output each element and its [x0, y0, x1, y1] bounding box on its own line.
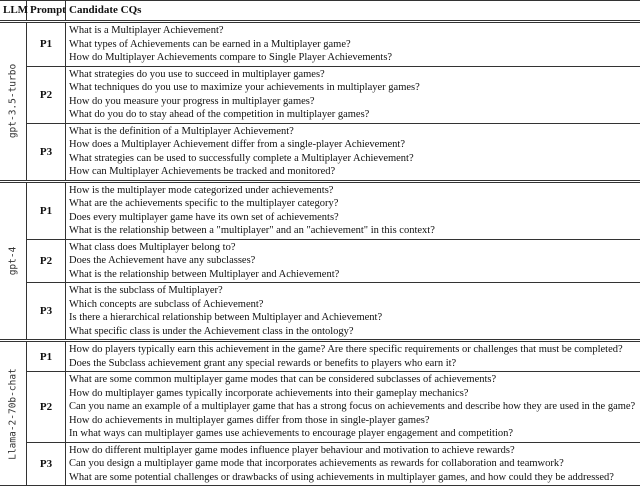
header-prompt: Prompt	[27, 1, 66, 20]
candidate-question: What specific class is under the Achievement class in the ontology?	[69, 325, 354, 337]
candidate-question: Does every multiplayer game have its own set of achievements?	[69, 211, 339, 223]
prompt-label: P3	[27, 124, 66, 180]
candidate-question: How can Multiplayer Achievements be tracked and monitored?	[69, 166, 336, 177]
header-candidate-cqs: Candidate CQs	[69, 4, 142, 16]
prompt-rows	[27, 342, 640, 485]
candidate-question: How do different multiplayer game modes influence player behaviour and motivation to achieve rewards?	[69, 444, 515, 456]
llm-cell	[0, 342, 27, 485]
candidate-question: What is the relationship between Multiplayer and Achievement?	[69, 268, 340, 280]
candidate-question: In what ways can multiplayer games use achievements to encourage player engagement and competition?	[69, 428, 514, 439]
header-llm: LLM	[0, 1, 27, 20]
prompt-label: P2	[27, 240, 66, 283]
llm-name: gpt-4	[7, 246, 19, 276]
table-row	[27, 183, 640, 239]
question-list	[66, 372, 640, 442]
prompt-label: P3	[27, 283, 66, 339]
candidate-question: What are some potential challenges or drawbacks of using achievements in multiplayer games, and how could they be addressed?	[69, 471, 614, 483]
candidate-question: What techniques do you use to maximize your achievements in multiplayer games?	[69, 82, 420, 93]
candidate-question: What are some common multiplayer game modes that can be considered subclasses of achievements?	[69, 374, 497, 385]
question-list	[66, 183, 640, 239]
candidate-question: What is the relationship between a "multiplayer" and an "achievement" in this context?	[69, 225, 435, 236]
table-row	[27, 342, 640, 371]
question-list	[66, 283, 640, 339]
prompt-rows	[27, 183, 640, 340]
question-list	[66, 67, 640, 123]
candidate-question: What is the subclass of Multiplayer?	[69, 285, 223, 296]
candidate-question: How do achievements in multiplayer games differ from those in single-player games?	[69, 414, 430, 426]
table-row	[27, 371, 640, 442]
candidate-question: How is the multiplayer mode categorized under achievements?	[69, 184, 334, 196]
candidate-question: What class does Multiplayer belong to?	[69, 241, 236, 253]
candidate-question: Is there a hierarchical relationship between Multiplayer and Achievement?	[69, 312, 383, 323]
table-row	[27, 66, 640, 123]
llm-group	[0, 342, 640, 485]
candidate-question: How do you measure your progress in multiplayer games?	[69, 95, 315, 107]
candidate-question: Can you name an example of a multiplayer game that has a strong focus on achievements and describe how they are used in the game?	[69, 401, 636, 412]
candidate-question: Does the Subclass achievement grant any special rewards or benefits to players who earn it?	[69, 357, 457, 369]
table-row	[27, 282, 640, 339]
table-body	[0, 20, 640, 485]
candidate-question: Which concepts are subclass of Achievement?	[69, 298, 264, 310]
candidate-question: Can you design a multiplayer game mode that incorporates achievements as rewards for collaboration and teamwork?	[69, 458, 564, 469]
llm-cell	[0, 183, 27, 340]
question-list	[66, 23, 640, 66]
llm-name: Llama-2-70b-chat	[7, 367, 19, 460]
question-list	[66, 342, 640, 371]
prompt-label: P1	[27, 342, 66, 371]
candidate-question: What types of Achievements can be earned in a Multiplayer game?	[69, 38, 351, 50]
llm-name: gpt-3.5-turbo	[7, 64, 19, 139]
prompt-label: P1	[27, 183, 66, 239]
prompt-label: P2	[27, 67, 66, 123]
candidate-question: What is the definition of a Multiplayer Achievement?	[69, 125, 294, 137]
question-list	[66, 124, 640, 180]
candidate-question: What are the achievements specific to the multiplayer category?	[69, 198, 339, 209]
table-row	[27, 442, 640, 486]
prompt-rows	[27, 23, 640, 180]
candidate-question: What is a Multiplayer Achievement?	[69, 25, 224, 36]
candidate-question: How do players typically earn this achievement in the game? Are there specific requirements or challenges that must be completed?	[69, 344, 623, 355]
candidate-question: What do you do to stay ahead of the competition in multiplayer games?	[69, 109, 370, 120]
candidate-question: How does a Multiplayer Achievement differ from a single-player Achievement?	[69, 139, 405, 150]
candidate-question: How do multiplayer games typically incorporate achievements into their gameplay mechanics?	[69, 387, 469, 399]
table-header	[0, 1, 640, 20]
llm-group	[0, 23, 640, 180]
candidate-question: Does the Achievement have any subclasses?	[69, 255, 256, 266]
table-row	[27, 23, 640, 66]
table-row	[27, 123, 640, 180]
prompt-label: P1	[27, 23, 66, 66]
question-list	[66, 240, 640, 283]
candidate-question: How do Multiplayer Achievements compare to Single Player Achievements?	[69, 52, 393, 63]
candidate-question: What strategies do you use to succeed in multiplayer games?	[69, 68, 325, 80]
table-row	[27, 239, 640, 283]
prompt-label: P2	[27, 372, 66, 442]
llm-group	[0, 183, 640, 340]
llm-cell	[0, 23, 27, 180]
question-list	[66, 443, 640, 486]
prompt-label: P3	[27, 443, 66, 486]
candidate-question: What strategies can be used to successfully complete a Multiplayer Achievement?	[69, 152, 414, 164]
